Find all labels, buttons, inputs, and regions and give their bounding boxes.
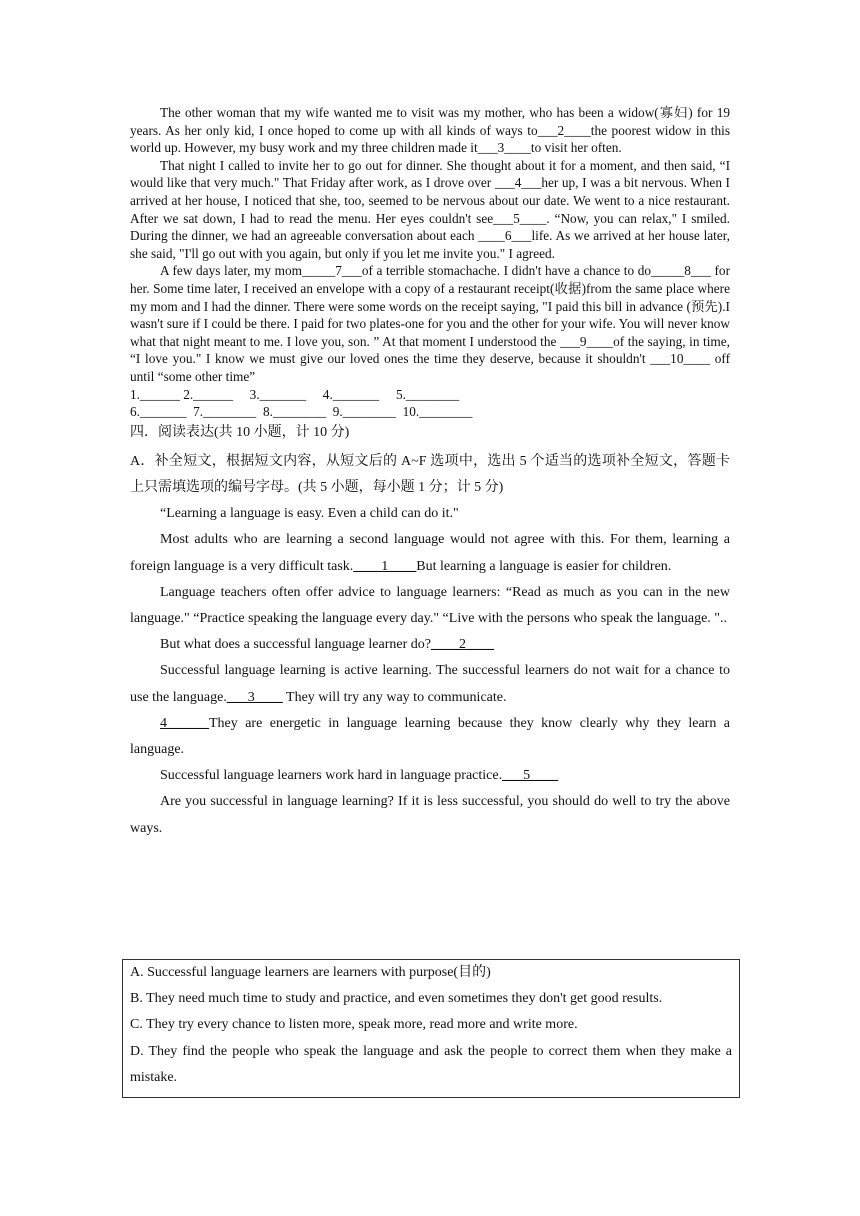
answer-line: 1.______ 2.______ 3._______ 4._______ 5.________	[130, 386, 460, 402]
options-box	[122, 959, 740, 1098]
passage-paragraph	[130, 527, 730, 579]
cloze-paragraph: A few days later, my mom_____7___of a terrible stomachache. I didn't have a chance to do_____8___ for her. Some time later, I received an envelope with a copy of a restaurant receipt(收据)from the same place where my mom and I had the dinner. There were some words on the receipt saying, "I paid this bill in advance (预先).I wasn't sure if I could be there. I paid for two plates-one for you and the other for your wife. You will never know what that night meant to me. I love you, son. ” At that moment I understood the ___9____of the saying, in time, “I love you." I know we must give our loved ones the time they deserve, because it shouldn't ___10____ off until “some other time”	[130, 263, 730, 384]
blank-1: ____1____	[353, 558, 417, 574]
cloze-passage	[130, 104, 730, 386]
option-a: A. Successful language learners are learners with purpose(目的)	[130, 965, 491, 980]
paragraph-text: Successful language learning is active learning. The successful learners do not wait for a chance to use the language.	[130, 663, 730, 705]
passage-paragraph	[130, 711, 730, 763]
passage-paragraph: Language teachers often offer advice to language learners: “Read as much as you can in the new language." “Practice speaking the language every day." “Live with the persons who speak the language. "..	[130, 584, 730, 626]
paragraph-text: But learning a language is easier for children.	[416, 558, 672, 574]
section-title: 四．阅读表达(共 10 小题，计 10 分)	[130, 424, 350, 440]
section-instruction: A．补全短文，根据短文内容，从短文后的 A~F 选项中，选出 5 个适当的选项补全短文，答题卡上只需填选项的编号字母。(共 5 小题，每小题 1 分；计 5 分)	[130, 453, 730, 495]
cloze-paragraph: That night I called to invite her to go out for dinner. She thought about it for a moment, and then said, “I would like that very much." That Friday after work, as I drove over ___4___her up, I was a bit nervous. When I arrived at her house, I noticed that she, too, seemed to be nervous about our date. We went to a nice restaurant. After we sat down, I had to read the menu. Her eyes couldn't see___5____. “Now, you can relax," I smiled. During the dinner, we had an agreeable conversation about each ____6___life. As we arrived at her house later, she said, "I'll go out with you again, but only if you let me invite you." I agreed.	[130, 157, 730, 261]
blank-4: 4______	[160, 715, 209, 731]
paragraph-text: Most adults who are learning a second language would not agree with this. For them, learning a foreign language is a very difficult task.	[130, 532, 730, 574]
document-page	[130, 104, 730, 842]
reading-passage	[130, 449, 730, 842]
option-d: D. They find the people who speak the language and ask the people to correct them when they make a mistake.	[130, 1043, 732, 1085]
paragraph-text: They are energetic in language learning because they know clearly why they learn a language.	[130, 715, 730, 757]
blank-2: ____2____	[430, 637, 494, 653]
answer-line: 6._______ 7.________ 8.________ 9.________ 10.________	[130, 404, 473, 420]
paragraph-text: They will try any way to communicate.	[282, 689, 507, 705]
cloze-paragraph: The other woman that my wife wanted me to visit was my mother, who has been a widow(寡妇) for 19 years. As her only kid, I once hoped to come up with all kinds of ways to___2____the poorest widow in this world up. However, my busy work and my three children made it___3____to visit her often.	[130, 105, 730, 156]
option-c: C. They try every chance to listen more, speak more, read more and write more.	[130, 1017, 578, 1033]
passage-paragraph	[130, 632, 730, 658]
paragraph-text: Successful language learners work hard in language practice.	[160, 768, 503, 784]
option-b: B. They need much time to study and practice, and even sometimes they don't get good results.	[130, 991, 663, 1007]
blank-5: ___5____	[502, 768, 559, 784]
passage-paragraph	[130, 763, 730, 789]
passage-paragraph	[130, 658, 730, 710]
paragraph-text: But what does a successful language learner do?	[160, 637, 431, 653]
passage-paragraph: “Learning a language is easy. Even a child can do it."	[160, 506, 459, 522]
blank-3: ___3____	[226, 689, 283, 705]
passage-paragraph: Are you successful in language learning? If it is less successful, you should do well to try the above ways.	[130, 794, 730, 836]
